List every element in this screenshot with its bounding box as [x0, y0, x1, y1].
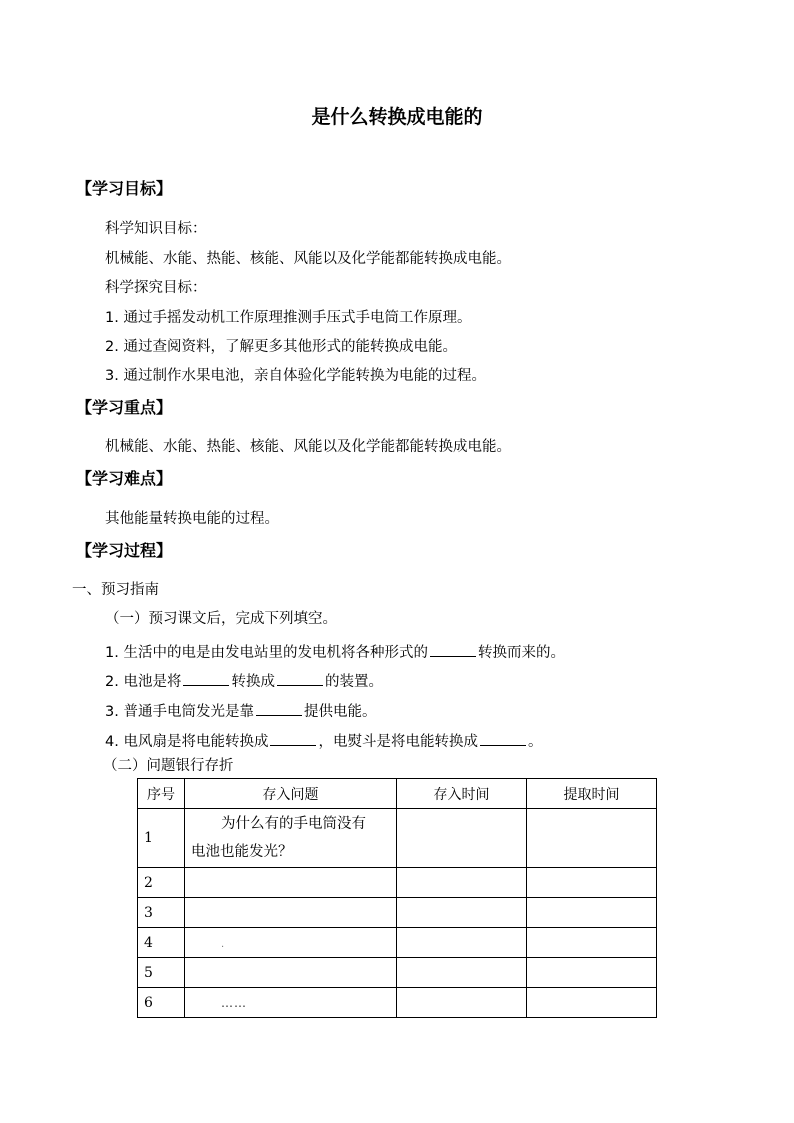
table-row	[138, 928, 657, 958]
withdraw-time-cell[interactable]	[527, 898, 657, 928]
question-cell[interactable]	[185, 988, 397, 1018]
page-title: 是什么转换成电能的	[311, 106, 483, 128]
item-number: 3.	[105, 368, 119, 384]
fill-blank[interactable]	[480, 731, 526, 746]
knowledge-text: 机械能、水能、热能、核能、风能以及化学能都能转换成电能。	[105, 251, 511, 267]
objective-item	[105, 340, 457, 355]
header-question: 存入问题	[185, 779, 397, 809]
ellipsis-text: ……	[221, 995, 247, 1010]
row-index: 2	[138, 868, 185, 898]
question-cell[interactable]	[185, 928, 397, 958]
question-cell[interactable]	[185, 898, 397, 928]
fill-blank[interactable]	[277, 671, 323, 686]
item-number: 1.	[105, 310, 119, 326]
row-index: 5	[138, 958, 185, 988]
item-text: 的装置。	[324, 674, 383, 690]
deposit-time-cell[interactable]	[397, 868, 527, 898]
header-deposit-time: 存入时间	[397, 779, 527, 809]
question-bank-table	[137, 778, 657, 1018]
item-text: 电风扇是将电能转换成	[123, 734, 269, 750]
deposit-time-cell[interactable]	[397, 988, 527, 1018]
item-text: 转换而来的。	[477, 645, 565, 661]
item-text: 提供电能。	[303, 704, 377, 720]
fill-blank[interactable]	[256, 701, 302, 716]
knowledge-label: 科学知识目标：	[105, 221, 207, 237]
item-text: 普通手电筒发光是靠	[123, 704, 254, 720]
key-points-heading: 【学习重点】	[76, 398, 173, 417]
item-text: 通过手摇发动机工作原理推测手压式手电筒工作原理。	[123, 310, 472, 326]
subsection-title: （一）预习课文后，完成下列填空。	[105, 611, 337, 627]
fill-blank[interactable]	[430, 642, 476, 657]
row-index: 3	[138, 898, 185, 928]
item-number: 3.	[105, 704, 119, 720]
item-number: 1.	[105, 645, 119, 661]
table-row	[138, 958, 657, 988]
item-number: 4.	[105, 734, 119, 750]
question-cell[interactable]	[185, 868, 397, 898]
question-text	[185, 810, 396, 866]
difficulties-text: 其他能量转换电能的过程。	[105, 511, 279, 527]
withdraw-time-cell[interactable]	[527, 809, 657, 868]
item-text: 生活中的电是由发电站里的发电机将各种形式的	[123, 645, 428, 661]
item-text: ，电熨斗是将电能转换成	[318, 734, 478, 750]
row-index: 6	[138, 988, 185, 1018]
key-points-text: 机械能、水能、热能、核能、风能以及化学能都能转换成电能。	[105, 439, 511, 455]
fill-item	[105, 642, 565, 661]
question-line: 电池也能发光？	[191, 844, 293, 860]
question-cell[interactable]	[185, 809, 397, 868]
objective-item	[105, 311, 471, 326]
process-heading: 【学习过程】	[76, 541, 173, 560]
difficulties-heading: 【学习难点】	[76, 469, 173, 488]
row-index: 1	[138, 809, 185, 868]
withdraw-time-cell[interactable]	[527, 868, 657, 898]
deposit-time-cell[interactable]	[397, 898, 527, 928]
subsection-title: （二）问题银行存折	[103, 758, 234, 774]
question-cell[interactable]	[185, 958, 397, 988]
fill-blank[interactable]	[183, 671, 229, 686]
deposit-time-cell[interactable]	[397, 928, 527, 958]
header-withdraw-time: 提取时间	[527, 779, 657, 809]
header-index: 序号	[138, 779, 185, 809]
item-number: 2.	[105, 674, 119, 690]
withdraw-time-cell[interactable]	[527, 928, 657, 958]
item-number: 2.	[105, 339, 119, 355]
row-index: 4	[138, 928, 185, 958]
deposit-time-cell[interactable]	[397, 958, 527, 988]
table-header-row	[138, 779, 657, 809]
deposit-time-cell[interactable]	[397, 809, 527, 868]
item-text: 。	[527, 734, 543, 750]
stray-mark: .	[221, 938, 225, 950]
table-row	[138, 809, 657, 868]
section-title: 一、预习指南	[72, 582, 159, 598]
inquiry-label: 科学探究目标：	[105, 280, 207, 296]
table-row	[138, 988, 657, 1018]
fill-item	[105, 701, 376, 720]
item-text: 转换成	[231, 674, 275, 690]
fill-blank[interactable]	[270, 731, 316, 746]
objectives-heading: 【学习目标】	[76, 179, 173, 198]
withdraw-time-cell[interactable]	[527, 988, 657, 1018]
item-text: 通过查阅资料，了解更多其他形式的能转换成电能。	[123, 339, 457, 355]
fill-item	[105, 731, 542, 750]
item-text: 电池是将	[123, 674, 182, 690]
table-row	[138, 898, 657, 928]
objective-item	[105, 369, 486, 384]
item-text: 通过制作水果电池，亲自体验化学能转换为电能的过程。	[123, 368, 486, 384]
table-row	[138, 868, 657, 898]
question-line: 为什么有的手电筒没有	[221, 816, 366, 832]
fill-item	[105, 671, 383, 690]
withdraw-time-cell[interactable]	[527, 958, 657, 988]
